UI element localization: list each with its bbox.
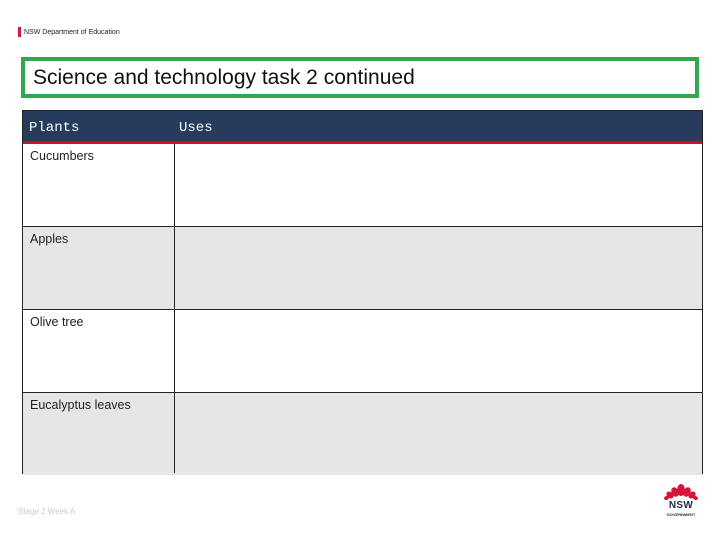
nsw-government-logo (660, 484, 702, 524)
uses-cell[interactable] (174, 393, 702, 475)
plant-cell: Apples (30, 232, 69, 246)
table-row (23, 309, 702, 392)
plant-cell: Cucumbers (30, 149, 94, 163)
plants-uses-table (22, 110, 703, 474)
table-header (23, 111, 702, 144)
column-divider (174, 144, 175, 473)
header-accent-bar (18, 27, 21, 37)
table-row (23, 144, 702, 226)
plant-cell: Eucalyptus leaves (30, 398, 131, 412)
column-header-plants: Plants (29, 120, 80, 136)
uses-cell[interactable] (174, 144, 702, 226)
title-box (21, 57, 699, 98)
uses-cell[interactable] (174, 227, 702, 309)
page-title: Science and technology task 2 continued (33, 65, 415, 89)
column-header-uses: Uses (179, 120, 213, 136)
footer-text: Stage 2 Week A (18, 507, 76, 516)
waratah-icon (663, 484, 699, 500)
table-row (23, 226, 702, 309)
department-header (18, 27, 120, 37)
plant-cell: Olive tree (30, 315, 84, 329)
table-row (23, 392, 702, 475)
department-name: NSW Department of Education (24, 28, 120, 36)
uses-cell[interactable] (174, 310, 702, 392)
logo-subtext: GOVERNMENT (666, 512, 696, 517)
logo-brand: NSW (668, 500, 694, 511)
